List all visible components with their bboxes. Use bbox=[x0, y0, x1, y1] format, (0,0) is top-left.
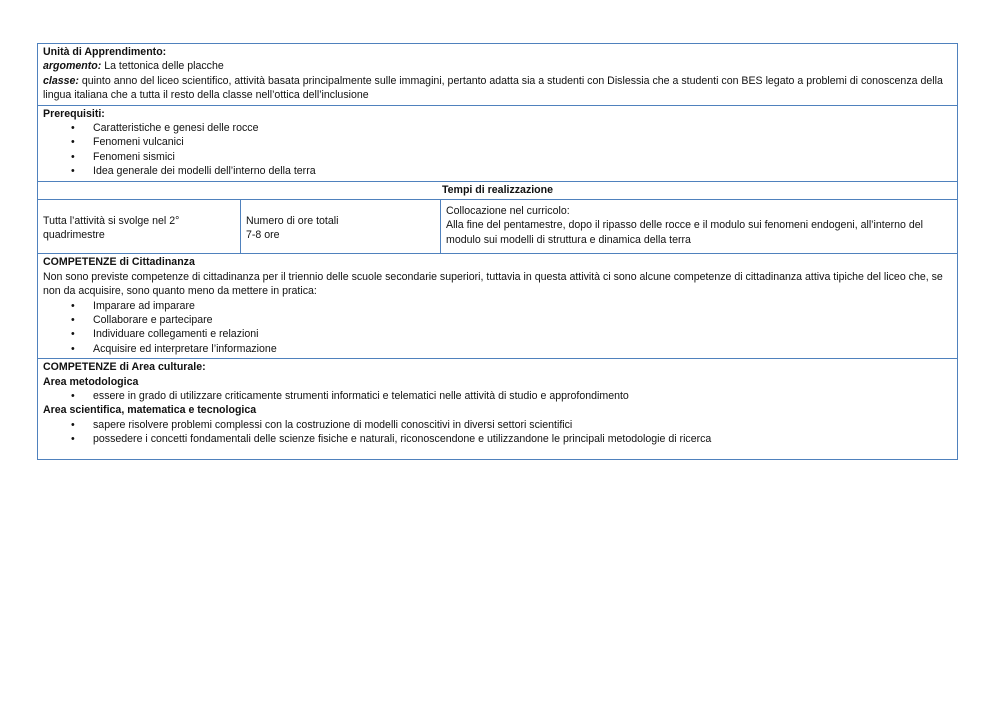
classe-label: classe: bbox=[43, 74, 79, 87]
area-metodologica-list bbox=[43, 389, 952, 403]
tempi-ore-value: 7-8 ore bbox=[246, 229, 280, 242]
classe-line bbox=[43, 74, 952, 103]
cittadinanza-list bbox=[43, 299, 952, 357]
cittadinanza-title: COMPETENZE di Cittadinanza bbox=[43, 256, 195, 269]
cittadinanza-text: Non sono previste competenze di cittadinanza per il triennio delle scuole secondarie superiori, tuttavia in questa attività ci sono alcune competenze di cittadinanza attiva tipiche del liceo che, se non da acquisire, sono quanto meno da mettere in pratica: bbox=[43, 270, 943, 298]
cittadinanza-cell bbox=[38, 254, 958, 359]
list-item: • Individuare collegamenti e relazioni bbox=[71, 327, 952, 341]
list-item: • Idea generale dei modelli dell’interno della terra bbox=[71, 164, 952, 178]
lesson-plan-table bbox=[37, 43, 958, 460]
list-item: • Acquisire ed interpretare l’informazione bbox=[71, 342, 952, 356]
argomento-value: La tettonica delle placche bbox=[101, 60, 224, 73]
prerequisiti-row bbox=[38, 105, 958, 181]
area-metodologica-title: Area metodologica bbox=[43, 375, 139, 388]
list-item: • sapere risolvere problemi complessi con la costruzione di modelli conoscitivi in diversi settori scientifici bbox=[71, 418, 952, 432]
list-item: • Collaborare e partecipare bbox=[71, 313, 952, 327]
prerequisiti-cell bbox=[38, 105, 958, 181]
list-item: • Imparare ad imparare bbox=[71, 299, 952, 313]
tempi-quadrimestre-cell bbox=[38, 200, 241, 254]
unita-cell bbox=[38, 44, 958, 106]
tempi-row bbox=[38, 200, 958, 254]
list-item: • Fenomeni sismici bbox=[71, 150, 952, 164]
area-culturale-row bbox=[38, 359, 958, 459]
area-scientifica-list bbox=[43, 418, 952, 447]
list-item: • essere in grado di utilizzare criticamente strumenti informatici e telematici nelle attività di studio e approfondimento bbox=[71, 389, 952, 403]
unita-row bbox=[38, 44, 958, 106]
list-item: • Caratteristiche e genesi delle rocce bbox=[71, 121, 952, 135]
tempi-quadrimestre-text: Tutta l’attività si svolge nel 2° quadrimestre bbox=[43, 215, 180, 242]
tempi-collocazione-label: Collocazione nel curricolo: bbox=[446, 205, 570, 218]
tempi-collocazione-cell bbox=[441, 200, 958, 254]
tempi-header: Tempi di realizzazione bbox=[38, 181, 958, 199]
prerequisiti-title: Prerequisiti: bbox=[43, 107, 105, 120]
tempi-header-row bbox=[38, 181, 958, 199]
cittadinanza-row bbox=[38, 254, 958, 359]
list-item: • possedere i concetti fondamentali delle scienze fisiche e naturali, riconoscendone e utilizzandone le principali metodologie di ricerca bbox=[71, 432, 952, 446]
list-item: • Fenomeni vulcanici bbox=[71, 135, 952, 149]
tempi-ore-label: Numero di ore totali bbox=[246, 215, 339, 228]
argomento-label: argomento: bbox=[43, 60, 102, 73]
classe-value: quinto anno del liceo scientifico, attività basata principalmente sulle immagini, pertanto adatta sia a studenti con Dislessia che a studenti con BES legato a problemi di conoscenza della lingua italiana che a tutta il resto della classe nell’ottica dell’inclusione bbox=[43, 74, 943, 102]
prerequisiti-list bbox=[43, 121, 952, 179]
area-scientifica-title: Area scientifica, matematica e tecnologica bbox=[43, 404, 257, 417]
unita-title: Unità di Apprendimento: bbox=[43, 46, 167, 58]
tempi-ore-cell bbox=[241, 200, 441, 254]
area-culturale-cell bbox=[38, 359, 958, 459]
tempi-collocazione-text: Alla fine del pentamestre, dopo il ripasso delle rocce e il modulo sui fenomeni endogeni, all’interno del modulo sui modelli di struttura e dinamica della terra bbox=[446, 219, 924, 246]
area-culturale-title: COMPETENZE di Area culturale: bbox=[43, 361, 206, 374]
argomento-line bbox=[43, 59, 952, 73]
